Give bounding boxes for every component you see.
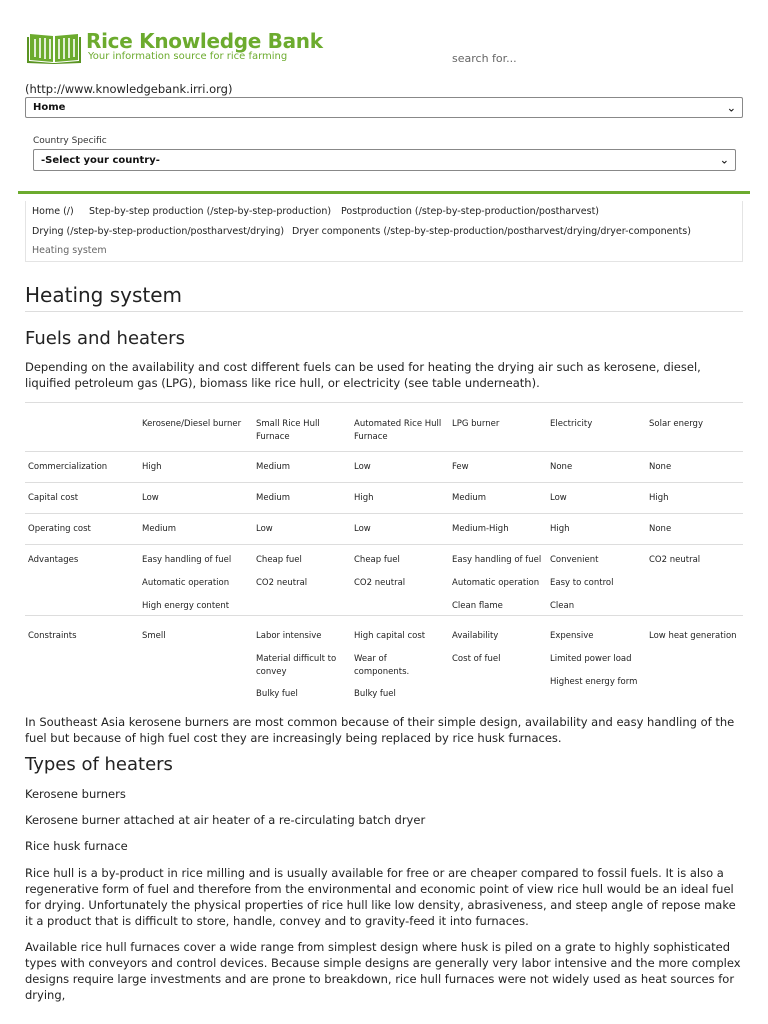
header-divider bbox=[18, 191, 750, 194]
page-title: Heating system bbox=[25, 283, 183, 307]
subheading-husk: Rice husk furnace bbox=[25, 839, 128, 853]
table-cell: Medium bbox=[256, 493, 290, 503]
nav-select[interactable] bbox=[25, 97, 743, 118]
table-cell: Medium bbox=[452, 493, 486, 503]
country-label: Country Specific bbox=[33, 136, 107, 146]
breadcrumb-home[interactable]: Home (/) bbox=[32, 206, 74, 217]
table-cell: High bbox=[354, 493, 374, 503]
table-cell: Convenient bbox=[550, 555, 599, 565]
chevron-down-icon: ⌄ bbox=[719, 153, 729, 167]
table-cell: Material difficult to convey bbox=[256, 654, 337, 677]
table-cell: Medium bbox=[142, 524, 176, 534]
table-row-divider bbox=[25, 544, 743, 545]
site-header bbox=[0, 0, 768, 80]
book-logo-icon[interactable] bbox=[26, 28, 82, 64]
table-cell: None bbox=[550, 462, 573, 472]
table-cell: None bbox=[649, 524, 672, 534]
section-heading-fuels: Fuels and heaters bbox=[25, 328, 185, 349]
table-cell: Low bbox=[354, 524, 371, 534]
table-cell: Cheap fuel bbox=[354, 555, 400, 565]
table-cell: Automatic operation bbox=[452, 578, 540, 588]
table-row-label: Commercialization bbox=[28, 462, 108, 472]
table-row-divider bbox=[25, 482, 743, 483]
table-row-divider bbox=[25, 451, 743, 452]
table-cell: Labor intensive bbox=[256, 631, 322, 641]
table-cell: Low bbox=[256, 524, 273, 534]
table-cell: Smell bbox=[142, 631, 166, 641]
country-select-value: -Select your country- bbox=[41, 154, 160, 166]
table-cell: Low bbox=[142, 493, 159, 503]
chevron-down-icon: ⌄ bbox=[726, 101, 736, 114]
site-title[interactable]: Rice Knowledge Bank bbox=[86, 29, 323, 53]
table-cell: CO2 neutral bbox=[354, 578, 406, 588]
breadcrumb-step-by-step[interactable]: Step-by-step production (/step-by-step-production) bbox=[89, 206, 332, 217]
table-cell: Clean flame bbox=[452, 601, 503, 611]
husk-paragraph-2: Available rice hull furnaces cover a wide range from simplest design where husk is piled on a grate to highly sophisticated types with conveyors and control devices. Because simple designs are generally very labor intensive and the more complex designs require large investments and are prone to breakdown, rice hull furnaces were not widely used as heat sources for drying, bbox=[25, 940, 741, 1002]
table-header: Electricity bbox=[550, 419, 593, 429]
table-row-label: Capital cost bbox=[28, 493, 79, 503]
table-cell: Medium bbox=[256, 462, 290, 472]
table-cell: Bulky fuel bbox=[256, 689, 298, 699]
table-row-divider bbox=[25, 513, 743, 514]
table-row-label: Operating cost bbox=[28, 524, 91, 534]
table-header: Small Rice Hull Furnace bbox=[256, 419, 320, 442]
table-cell: Highest energy form bbox=[550, 677, 638, 687]
intro-paragraph: Depending on the availability and cost different fuels can be used for heating the drying air such as kerosene, diesel, liquified petroleum gas (LPG), biomass like rice hull, or electricity (see table underneath). bbox=[25, 360, 701, 390]
table-cell: High bbox=[649, 493, 669, 503]
fuels-table bbox=[25, 402, 743, 705]
table-row-label: Constraints bbox=[28, 631, 77, 641]
table-cell: Bulky fuel bbox=[354, 689, 396, 699]
table-cell: Wear of components. bbox=[354, 654, 410, 677]
nav-select-value: Home bbox=[33, 102, 66, 113]
table-cell: Clean bbox=[550, 601, 575, 611]
section-heading-types: Types of heaters bbox=[25, 754, 173, 775]
table-cell: Limited power load bbox=[550, 654, 632, 664]
after-table-paragraph: In Southeast Asia kerosene burners are most common because of their simple design, availability and easy handling of the fuel but because of high fuel cost they are increasingly being replaced by rice husk furnaces. bbox=[25, 715, 735, 745]
husk-paragraph-1: Rice hull is a by-product in rice milling and is usually available for free or are cheaper compared to fossil fuels. It is also a regenerative form of fuel and therefore from the environmental and economic point of view rice hull would be an ideal fuel for drying. Unfortunately the physical properties of rice hull like low density, abrasiveness, and steep angle of repose make it a product that is difficult to store, handle, convey and to gravity-feed it into furnaces. bbox=[25, 866, 736, 928]
search-input[interactable] bbox=[452, 50, 652, 66]
table-row-divider bbox=[25, 615, 743, 616]
table-cell: None bbox=[649, 462, 672, 472]
table-cell: Low bbox=[550, 493, 567, 503]
country-select[interactable] bbox=[33, 149, 736, 171]
table-cell: Easy to control bbox=[550, 578, 614, 588]
breadcrumb-drying[interactable]: Drying (/step-by-step-production/postharvest/drying) bbox=[32, 226, 285, 237]
table-cell: Automatic operation bbox=[142, 578, 230, 588]
breadcrumb-postproduction[interactable]: Postproduction (/step-by-step-production/postharvest) bbox=[341, 206, 600, 217]
title-divider bbox=[25, 311, 743, 312]
table-cell: Easy handling of fuel bbox=[452, 555, 542, 565]
site-url-link[interactable]: (http://www.knowledgebank.irri.org) bbox=[25, 82, 233, 96]
table-header: LPG burner bbox=[452, 419, 500, 429]
table-cell: Few bbox=[452, 462, 469, 472]
table-cell: Expensive bbox=[550, 631, 594, 641]
table-row-label: Advantages bbox=[28, 555, 79, 565]
table-cell: Availability bbox=[452, 631, 499, 641]
subheading-kerosene: Kerosene burners bbox=[25, 787, 126, 801]
breadcrumb-current: Heating system bbox=[32, 245, 107, 256]
table-cell: Low heat generation bbox=[649, 631, 737, 641]
table-cell: Cost of fuel bbox=[452, 654, 501, 664]
table-cell: Low bbox=[354, 462, 371, 472]
table-cell: High bbox=[142, 462, 162, 472]
table-header: Kerosene/Diesel burner bbox=[142, 419, 242, 429]
table-cell: Medium-High bbox=[452, 524, 509, 534]
table-header: Solar energy bbox=[649, 419, 703, 429]
site-tagline: Your information source for rice farming bbox=[88, 51, 288, 62]
table-cell: Easy handling of fuel bbox=[142, 555, 232, 565]
table-cell: Cheap fuel bbox=[256, 555, 302, 565]
table-cell: CO2 neutral bbox=[256, 578, 308, 588]
table-cell: CO2 neutral bbox=[649, 555, 701, 565]
table-cell: High bbox=[550, 524, 570, 534]
breadcrumb bbox=[25, 201, 743, 262]
table-cell: High capital cost bbox=[354, 631, 426, 641]
table-cell: High energy content bbox=[142, 601, 230, 611]
kerosene-paragraph: Kerosene burner attached at air heater of a re-circulating batch dryer bbox=[25, 813, 426, 827]
table-header: Automated Rice Hull Furnace bbox=[354, 419, 442, 442]
breadcrumb-dryer-components[interactable]: Dryer components (/step-by-step-production/postharvest/drying/dryer-components) bbox=[292, 226, 691, 237]
